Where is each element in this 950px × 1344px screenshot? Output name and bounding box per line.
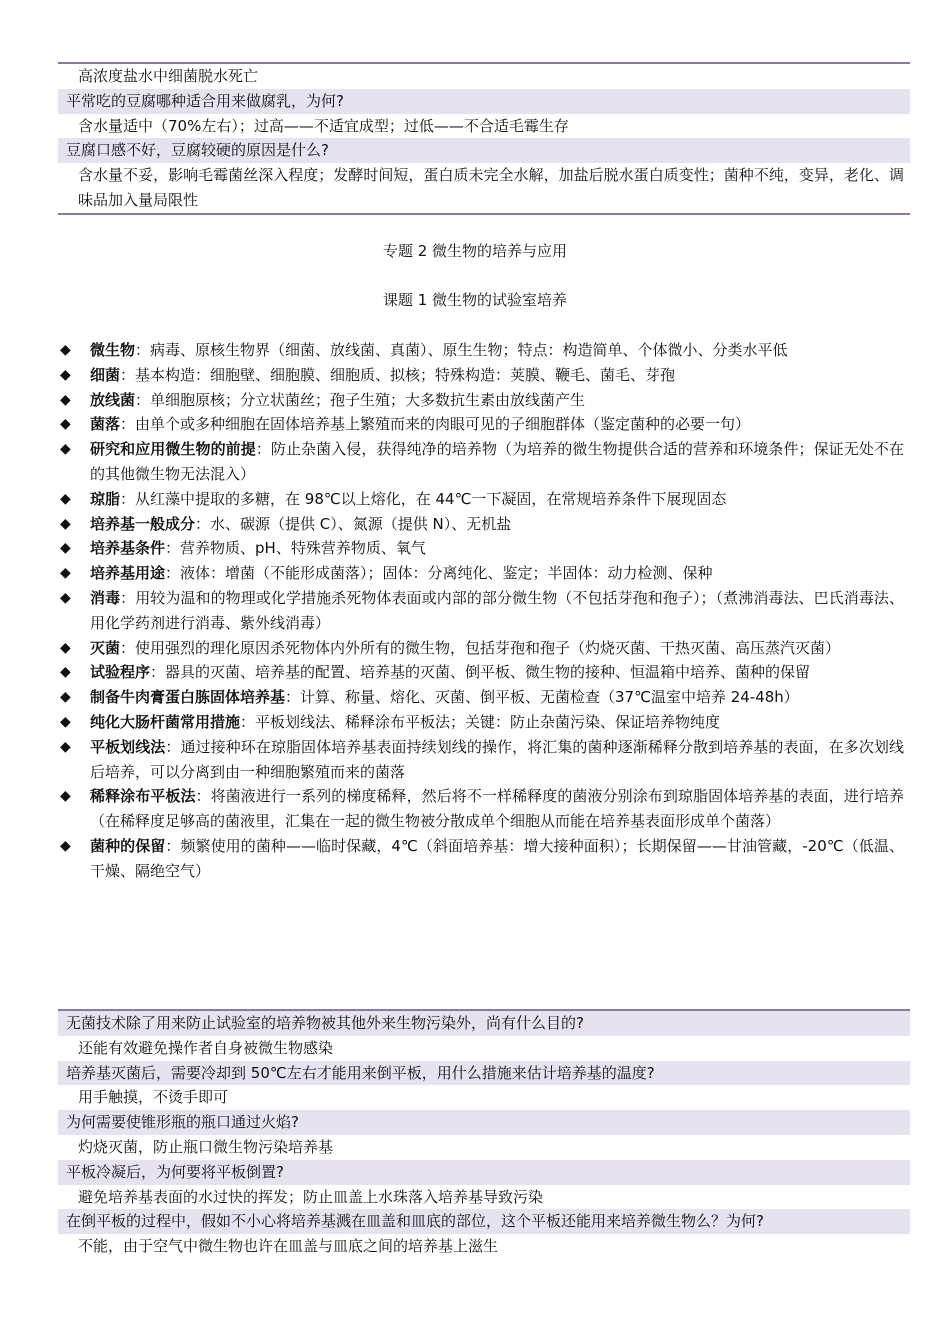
- answer-text: 用手触摸，不烫手即可: [78, 1088, 229, 1107]
- term: 细菌: [90, 365, 121, 384]
- list-item: [58, 710, 910, 735]
- list-item: [58, 388, 910, 413]
- definition: ：单细胞原核；分立状菌丝；孢子生殖；大多数抗生素由放线菌产生: [135, 390, 586, 409]
- question-text: 豆腐口感不好，豆腐较硬的原因是什么?: [58, 138, 910, 163]
- term: 研究和应用微生物的前提: [90, 440, 256, 459]
- definition: ：频繁使用的菌种——临时保藏，4℃（斜面培养基：增大接种面积）；长期保留——甘油管藏，-20℃（低温、干燥、隔绝空气）: [90, 836, 904, 880]
- term: 平板划线法: [90, 737, 166, 756]
- list-item: [58, 561, 910, 586]
- question-text: 培养基灭菌后，需要冷却到 50℃左右才能用来倒平板，用什么措施来估计培养基的温度?: [58, 1061, 910, 1086]
- diamond-bullet-icon: ◆: [60, 738, 71, 755]
- list-item: [58, 338, 910, 363]
- list-item: [58, 363, 910, 388]
- diamond-bullet-icon: ◆: [60, 416, 71, 433]
- answer-text: 含水量适中（70%左右）；过高——不适宜成型；过低——不合适毛霉生存: [78, 116, 569, 135]
- term: 消毒: [90, 588, 121, 607]
- answer-text: 高浓度盐水中细菌脱水死亡: [78, 67, 259, 85]
- divider: [58, 213, 910, 215]
- term: 微生物: [90, 341, 136, 359]
- qa-block-bottom: [58, 1009, 910, 1259]
- definition: ：将菌液进行一系列的梯度稀释，然后将不一样稀释度的菌液分别涂布到琼脂固体培养基的表面，进行培养（在稀释度足够高的菌液里，汇集在一起的微生物被分散成单个细胞从而能在培养基表面形成单个菌落）: [90, 787, 904, 831]
- lesson-title: 课题 1 微生物的试验室培养: [382, 291, 568, 309]
- term: 制备牛肉膏蛋白胨固体培养基: [90, 688, 286, 707]
- definition: ：使用强烈的理化原因杀死物体内外所有的微生物，包括芽孢和孢子（灼烧灭菌、干热灭菌、高压蒸汽灭菌）: [120, 638, 841, 657]
- definition: ：防止杂菌入侵，获得纯净的培养物（为培养的微生物提供合适的营养和环境条件；保证无处不在的其他微生物无法混入）: [90, 440, 904, 483]
- question-text: 平板冷凝后，为何要将平板倒置?: [58, 1160, 910, 1185]
- diamond-bullet-icon: ◆: [60, 342, 71, 358]
- topic-title: 专题 2 微生物的培养与应用: [382, 242, 568, 260]
- answer-text: 含水量不妥，影响毛霉菌丝深入程度；发酵时间短，蛋白质未完全水解，加盐后脱水蛋白质变性；菌种不纯，变异，老化、调味品加入量局限性: [78, 166, 904, 209]
- diamond-bullet-icon: ◆: [60, 366, 71, 383]
- term: 菌落: [90, 415, 121, 434]
- question-text: 为何需要使锥形瓶的瓶口通过火焰?: [58, 1110, 910, 1135]
- answer-text: 避免培养基表面的水过快的挥发；防止皿盖上水珠落入培养基导致污染: [78, 1187, 544, 1206]
- diamond-bullet-icon: ◆: [60, 490, 71, 507]
- list-item: [58, 586, 910, 636]
- definition: ：由单个或多种细胞在固体培养基上繁殖而来的肉眼可见的子细胞群体（鉴定菌种的必要一句）: [120, 415, 751, 434]
- diamond-bullet-icon: ◆: [60, 540, 71, 557]
- term: 琼脂: [90, 489, 121, 508]
- qa-block-top: [58, 62, 910, 215]
- diamond-bullet-icon: ◆: [60, 713, 71, 730]
- term: 纯化大肠杆菌常用措施: [90, 712, 241, 731]
- term: 稀释涂布平板法: [90, 787, 196, 806]
- list-item: [58, 660, 910, 685]
- term: 放线菌: [90, 390, 136, 409]
- list-item: [58, 437, 910, 487]
- list-item: [58, 685, 910, 710]
- term: 菌种的保留: [90, 836, 166, 855]
- list-item: [58, 487, 910, 512]
- term: 培养基一般成分: [90, 514, 196, 533]
- definition: ：器具的灭菌、培养基的配置、培养基的灭菌、倒平板、微生物的接种、恒温箱中培养、菌种的保留: [150, 663, 811, 682]
- question-text: 在倒平板的过程中，假如不小心将培养基溅在皿盖和皿底的部位，这个平板还能用来培养微生物么？为何?: [58, 1209, 910, 1234]
- answer-text: 不能，由于空气中微生物也许在皿盖与皿底之间的培养基上滋生: [78, 1237, 499, 1256]
- list-item: [58, 636, 910, 661]
- definition: ：基本构造：细胞壁、细胞膜、细胞质、拟核；特殊构造：荚膜、鞭毛、菌毛、芽孢: [120, 365, 676, 384]
- answer-text: 还能有效避免操作者自身被微生物感染: [78, 1038, 334, 1057]
- question-text: 平常吃的豆腐哪种适合用来做腐乳，为何?: [58, 89, 910, 114]
- diamond-bullet-icon: ◆: [60, 589, 71, 606]
- definition: ：平板划线法、稀释涂布平板法；关键：防止杂菌污染、保证培养物纯度: [240, 712, 721, 731]
- diamond-bullet-icon: ◆: [60, 441, 71, 458]
- definition: ：计算、称量、熔化、灭菌、倒平板、无菌检查（37℃温室中培养 24-48h）: [285, 688, 799, 707]
- term: 灭菌: [90, 638, 121, 657]
- term: 培养基用途: [90, 564, 166, 583]
- diamond-bullet-icon: ◆: [60, 788, 71, 805]
- diamond-bullet-icon: ◆: [60, 515, 71, 532]
- list-item: [58, 536, 910, 561]
- list-item: [58, 834, 910, 884]
- question-text: 无菌技术除了用来防止试验室的培养物被其他外来生物污染外，尚有什么目的?: [58, 1011, 910, 1036]
- diamond-bullet-icon: ◆: [60, 391, 71, 408]
- concept-list: [58, 338, 910, 884]
- list-item: [58, 412, 910, 437]
- term: 试验程序: [90, 663, 151, 682]
- list-item: [58, 784, 910, 834]
- definition: ：从红藻中提取的多糖，在 98℃以上熔化，在 44℃一下凝固，在常规培养条件下展现固态: [120, 489, 727, 508]
- definition: ：营养物质、pH、特殊营养物质、氧气: [165, 539, 426, 558]
- definition: ：液体：增菌（不能形成菌落）；固体：分离纯化、鉴定；半固体：动力检测、保种: [165, 564, 713, 583]
- list-item: [58, 735, 910, 785]
- definition: ：通过接种环在琼脂固体培养基表面持续划线的操作，将汇集的菌种逐渐稀释分散到培养基的表面，在多次划线后培养，可以分离到由一种细胞繁殖而来的菌落: [90, 737, 904, 781]
- diamond-bullet-icon: ◆: [60, 565, 71, 582]
- diamond-bullet-icon: ◆: [60, 689, 71, 706]
- definition: ：病毒、原核生物界（细菌、放线菌、真菌）、原生生物；特点：构造简单、个体微小、分类水平低: [135, 341, 788, 359]
- term: 培养基条件: [90, 539, 166, 558]
- definition: ：水、碳源（提供 C）、氮源（提供 N）、无机盐: [195, 514, 512, 533]
- diamond-bullet-icon: ◆: [60, 639, 71, 656]
- list-item: [58, 512, 910, 537]
- definition: ：用较为温和的物理或化学措施杀死物体表面或内部的部分微生物（不包括芽孢和孢子）；（煮沸消毒法、巴氏消毒法、用化学药剂进行消毒、紫外线消毒）: [90, 588, 904, 632]
- diamond-bullet-icon: ◆: [60, 664, 71, 681]
- answer-text: 灼烧灭菌，防止瓶口微生物污染培养基: [78, 1137, 334, 1156]
- diamond-bullet-icon: ◆: [60, 837, 71, 854]
